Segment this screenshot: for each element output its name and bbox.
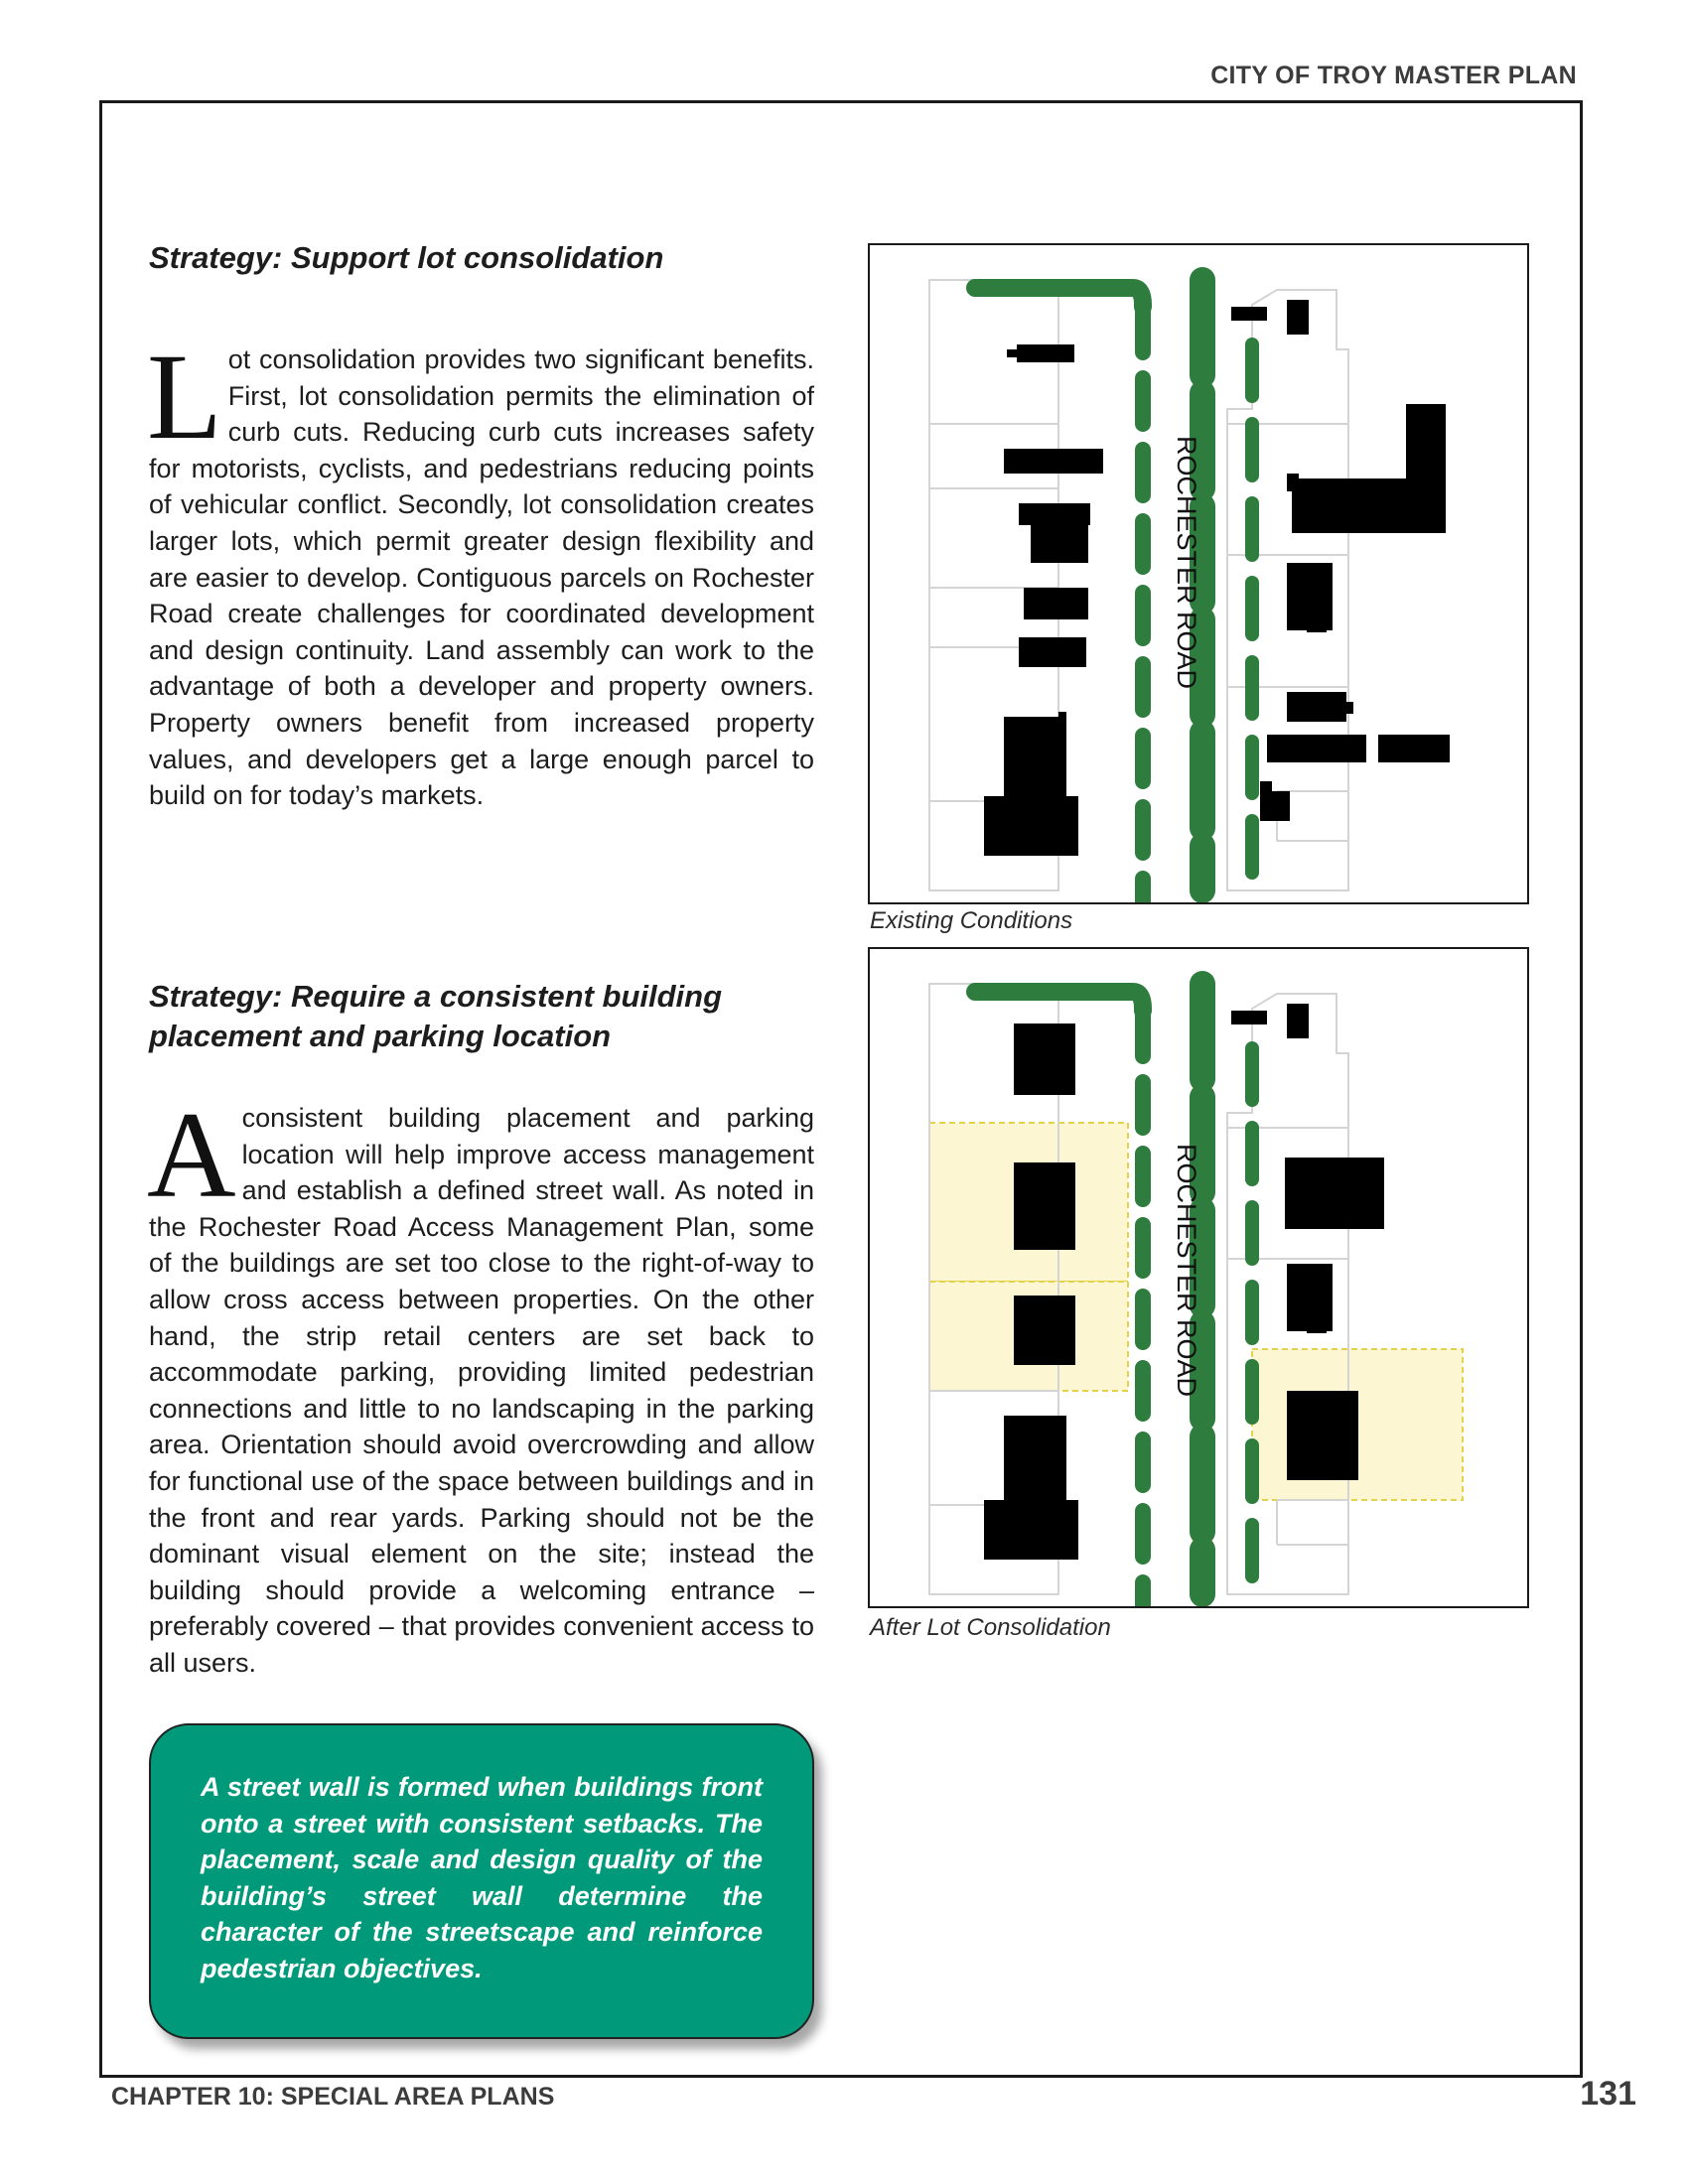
site-plan-drawing — [870, 245, 1529, 904]
section-heading: Strategy: Require a consistent building placement and parking location — [149, 979, 723, 1053]
section-body-text: consistent building placement and parking location will help improve access management and establish a defined street wall. As noted in the Rochester Road Access Management Plan, some of the buildings are set too close to the right-of-way to allow cross access between properties. On the other hand, the strip retail centers are set back to accommodate parking, providing limited pedestrian connections and little to no landscaping in the parking area. Orientation should avoid overcrowding and allow for functional use of the space between buildings and in the front and rear yards. Parking should not be the dominant visual element on the site; instead the building should provide a welcoming entrance – preferably covered – that provides convenient access to all users. — [149, 1103, 814, 1678]
street-wall-callout — [149, 1723, 814, 2039]
page-header-title: CITY OF TROY MASTER PLAN — [1210, 62, 1577, 89]
drop-cap: A — [147, 1087, 236, 1223]
road-label: ROCHESTER ROAD — [1172, 1144, 1201, 1398]
footer-chapter: CHAPTER 10: SPECIAL AREA PLANS — [111, 2083, 555, 2111]
section-support-lot-consolidation — [149, 238, 814, 814]
building-footprints — [984, 300, 1450, 856]
section-building-placement — [149, 977, 814, 1682]
section-body — [147, 329, 814, 814]
map-after-consolidation — [868, 947, 1529, 1608]
page-number: 131 — [1580, 2075, 1636, 2113]
callout-text: A street wall is formed when buildings front onto a street with consistent setbacks. The placement, scale and design quality of the building’s street wall determine the character of the streetscape and reinforce pedestrian objectives. — [201, 1772, 763, 1983]
drop-cap: L — [147, 329, 222, 465]
caption-existing: Existing Conditions — [870, 907, 1073, 934]
section-heading: Strategy: Support lot consolidation — [149, 240, 664, 275]
section-body — [147, 1087, 814, 1682]
caption-after: After Lot Consolidation — [870, 1614, 1111, 1641]
map-existing-conditions — [868, 243, 1529, 904]
road-label: ROCHESTER ROAD — [1172, 436, 1201, 690]
site-plan-drawing — [870, 949, 1529, 1608]
section-body-text: ot consolidation provides two significant benefits. First, lot consolidation permits the elimination of curb cuts. Reducing curb cuts increases safety for motorists, cyclists, and pedestrians reducing points of vehicular conflict. Secondly, lot consolidation creates larger lots, which permit greater design flexibility and are easier to develop. Contiguous parcels on Rochester Road create challenges for coordinated development and design continuity. Land assembly can work to the advantage of both a developer and property owners. Property owners benefit from increased property values, and developers get a large enough parcel to build on for today’s markets. — [149, 344, 814, 811]
